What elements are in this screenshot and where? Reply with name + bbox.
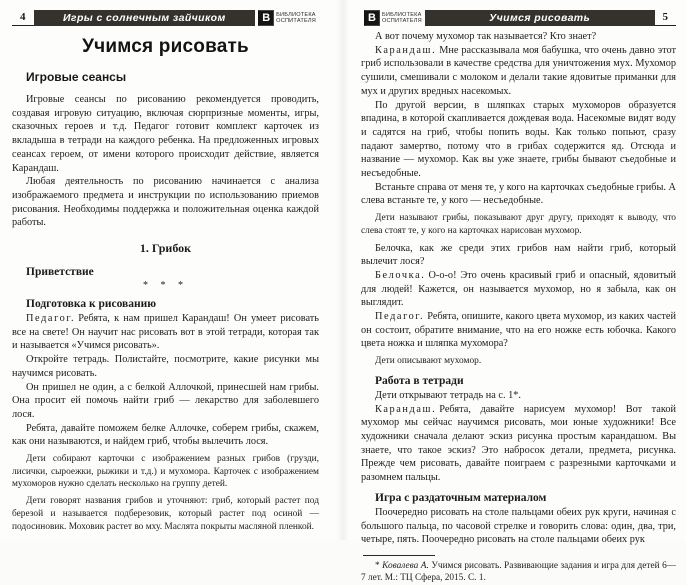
publisher-logo-line1: БИБЛИОТЕКА <box>382 11 422 18</box>
dialog-paragraph <box>12 312 319 353</box>
speaker-name: Педагог. <box>375 311 425 323</box>
dialog-text: О-о-о! Это очень красивый гриб и опасный, ядовитый для людей! Кажется, он называется мухомор, но я забыла, как он выглядит. <box>361 269 676 309</box>
paragraph: По другой версии, в шляпках старых мухоморов образуется впадина, в которой скапливается дождевая вода. Насекомые видят воду и садятся на гриб, чтобы попить воды. Как только попьют, сразу падают замертво, потому что в грибах содержится яд. Отсюда и название — мухомор. Как вы уже знаете, грибы бывают съедобные и несъедобные. <box>361 99 676 180</box>
left-page-header <box>12 10 319 26</box>
speaker-name: Карандаш. <box>375 403 437 415</box>
paragraph: Игровые сеансы по рисованию рекомендуется проводить, создавая игровую ситуацию, включая сюрпризные моменты, игры, сказочных героев и т.д. Педагог готовит комплект карточек из вкладыша в тетради на каждого ребенка. На предложенных игровых сеансах героем, от имени которого происходит действие, является Карандаш. <box>12 94 319 174</box>
publisher-logo <box>255 10 319 26</box>
dialog-text: Мне рассказывала моя бабушка, что очень давно этот гриб использовали в качестве средства для уничтожения мух. Мухомор сушили, смешивали с молоком и делали такие ядовитые приманки для мух и других вредных насекомых. <box>361 44 676 97</box>
dialog-text: Ребята, опишите, какого цвета мухомор, из каких частей он состоит, обратите внимание, что на его ножке есть юбочка. Какого цвета ножка и шляпка мухомора? <box>361 311 676 350</box>
publisher-logo-text <box>274 12 316 25</box>
publisher-logo-line1: БИБЛИОТЕКА <box>276 11 316 18</box>
paragraph: Дети открывают тетрадь на с. 1*. <box>375 389 521 401</box>
paragraph: Поочередно рисовать на столе пальцами обеих рук круги, начиная с большого пальца, по часовой стрелке и говорить слова: один, два, три, четыре, пять. Поочередно рисовать на столе пальцами обеих рук <box>361 506 676 546</box>
preparation-heading: Подготовка к рисованию <box>26 298 157 311</box>
footnote-rule <box>363 555 435 556</box>
chapter-heading: 1. Грибок <box>139 241 192 256</box>
stage-direction: Дети описывают мухомор. <box>375 356 482 367</box>
left-page-number: 4 <box>12 10 34 26</box>
right-page-number: 5 <box>655 10 677 26</box>
publisher-logo-text <box>380 12 422 25</box>
right-running-title: Учимся рисовать <box>425 10 655 26</box>
right-page <box>343 0 686 584</box>
document-title: Учимся рисовать <box>82 36 249 57</box>
publisher-logo-line2: ОСПИТАТЕЛЯ <box>276 18 316 24</box>
stage-direction: Дети говорят названия грибов и уточняют: гриб, который растет под березой и называется подберезовик, который растет под осиной — подосиновик. Моховик растет во мху. Маслята покрыты масляной пленкой. <box>12 496 319 532</box>
dialog-paragraph <box>361 44 676 99</box>
left-running-title: Игры с солнечным зайчиком <box>34 10 256 26</box>
publisher-logo-letter: В <box>364 10 380 26</box>
speaker-name: Белочка. <box>375 269 426 281</box>
dialog-text: Ребята, давайте нарисуем мухомор! Вот такой мухомор мы сейчас научимся рисовать, мои юные художники! Все художники сначала делают эскиз рисунка простым карандашом. Вы знаете, что такое эскиз? Это набросок детали, предмета, рисунка. Прежде чем рисовать, давайте поиграем с разрезными карточками и разомнем пальцы. <box>361 403 676 484</box>
dialog-paragraph <box>361 269 676 310</box>
paragraph: Откройте тетрадь. Полистайте, посмотрите, какие рисунки мы научимся рисовать. <box>12 354 319 379</box>
handout-game-heading: Игра с раздаточным материалом <box>375 491 547 504</box>
speaker-name: Карандаш. <box>375 44 437 56</box>
asterism-divider: * * * <box>143 280 188 292</box>
left-page <box>0 0 343 540</box>
right-page-header <box>361 10 676 26</box>
stage-direction: Дети называют грибы, показывают друг другу, приходят к выводу, что слева стоят те, у кого на карточках нарисован мухомор. <box>361 213 676 236</box>
paragraph: Белочка, как же среди этих грибов нам найти гриб, который вылечит лося? <box>361 242 676 268</box>
footnote <box>361 560 676 585</box>
paragraph: Ребята, давайте поможем белке Аллочке, соберем грибы, скажем, как они называются, и найдем гриб, чтобы вылечить лося. <box>12 422 319 448</box>
speaker-name: Педагог. <box>26 313 76 325</box>
stage-direction: Дети собирают карточки с изображением разных грибов (грузди, лисички, сыроежки, рыжики и т.д.) и мухомора. Карточек с изображением мухоморов нужно сделать несколько на группу детей. <box>12 454 319 490</box>
publisher-logo <box>361 10 425 26</box>
dialog-text: Ребята, к нам пришел Карандаш! Он умеет рисовать все на свете! Он научит нас рисовать вот в этой тетради, которая так и называется «Учимся рисовать». <box>12 313 319 352</box>
section-heading: Игровые сеансы <box>26 70 127 84</box>
paragraph: Он пришел не один, а с белкой Аллочкой, принесшей нам грибы. Она просит ей помочь найти гриб — лекарство для заболевшего лося. <box>12 381 319 420</box>
footnote-author: Ковалева А. <box>382 560 429 571</box>
dialog-paragraph <box>361 403 676 485</box>
footnote-marker: * <box>375 560 380 571</box>
paragraph: Любая деятельность по рисованию начинается с анализа изображаемого предмета и инструкции по использованию приемов рисования. Необходимы поддержка и положительная оценка каждой работы. <box>12 176 319 229</box>
notebook-work-heading: Работа в тетради <box>375 374 464 387</box>
footnote-text: Учимся рисовать. Развивающие задания и игра для детей 6—7 лет. М.: ТЦ Сфера, 2015. С. 1. <box>361 560 677 584</box>
publisher-logo-letter: В <box>258 10 274 26</box>
dialog-paragraph <box>361 310 676 351</box>
greeting-heading: Приветствие <box>26 266 94 279</box>
publisher-logo-line2: ОСПИТАТЕЛЯ <box>382 18 422 24</box>
paragraph: Встаньте справа от меня те, у кого на карточках съедобные грибы. А слева встаньте те, у кого — несъедобные. <box>361 181 676 207</box>
paragraph: А вот почему мухомор так называется? Кто знает? <box>375 31 597 42</box>
